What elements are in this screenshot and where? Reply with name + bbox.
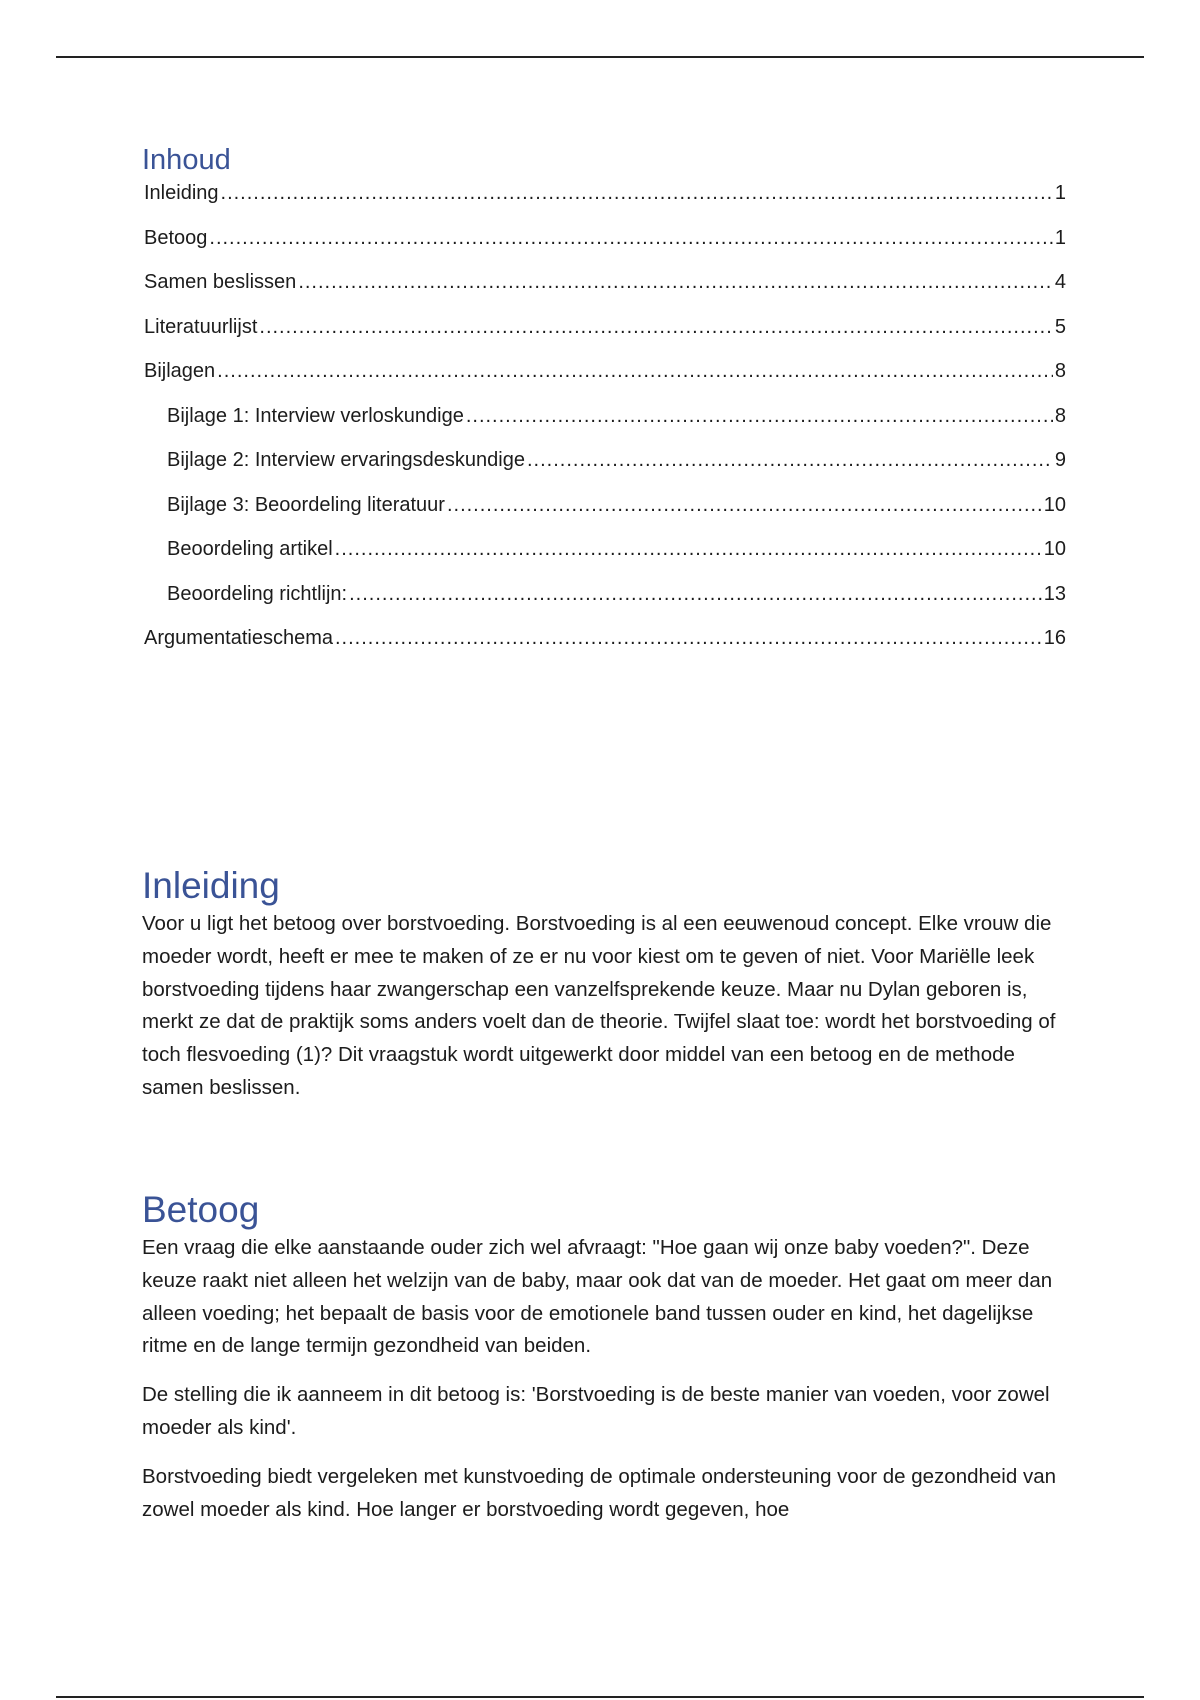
header-rule xyxy=(56,56,1144,58)
toc-dot-leader xyxy=(335,538,1042,561)
toc-page-number: 4 xyxy=(1054,271,1066,293)
toc-page-number: 5 xyxy=(1054,315,1066,338)
toc-dot-leader xyxy=(217,360,1053,383)
toc-entry-beoordeling-richtlijn[interactable] xyxy=(144,583,1066,628)
toc-entry-label: Bijlage 1: Interview verloskundige xyxy=(167,404,464,427)
toc-entry-samen-beslissen[interactable] xyxy=(144,271,1066,316)
toc-entry-argumentatieschema[interactable] xyxy=(144,627,1066,672)
toc-entry-beoordeling-artikel[interactable] xyxy=(144,538,1066,583)
toc-dot-leader xyxy=(527,449,1053,472)
toc-entry-literatuurlijst[interactable] xyxy=(144,316,1066,361)
body-paragraph: Borstvoeding biedt vergeleken met kunstvoeding de optimale ondersteuning voor de gezondheid van zowel moeder als kind. Hoe langer er borstvoeding wordt gegeven, hoe xyxy=(142,1464,1057,1521)
toc-entry-label: Bijlagen xyxy=(144,360,216,382)
toc-entry-label: Beoordeling richtlijn: xyxy=(167,582,348,605)
toc-page-number: 10 xyxy=(1043,493,1066,516)
toc-entry-label: Inleiding xyxy=(144,182,219,204)
toc-entry-label: Beoordeling artikel xyxy=(167,538,333,560)
section-inleiding xyxy=(142,864,1062,1121)
section-betoog xyxy=(142,1188,1062,1542)
toc-entry-inleiding[interactable] xyxy=(144,182,1066,227)
toc-page-number: 1 xyxy=(1054,226,1066,249)
toc-dot-leader xyxy=(298,271,1053,294)
toc-list xyxy=(144,182,1066,672)
footer-rule xyxy=(56,1696,1144,1698)
toc-entry-bijlage-1[interactable] xyxy=(144,405,1066,450)
toc-page-number: 13 xyxy=(1043,582,1066,605)
toc-dot-leader xyxy=(447,494,1042,517)
toc-page-number: 8 xyxy=(1054,360,1066,382)
toc-dot-leader xyxy=(259,316,1052,339)
toc-dot-leader xyxy=(209,227,1052,250)
toc-entry-bijlagen[interactable] xyxy=(144,360,1066,405)
toc-dot-leader xyxy=(466,405,1053,428)
toc-entry-label: Literatuurlijst xyxy=(144,315,258,338)
toc-entry-label: Betoog xyxy=(144,226,208,249)
toc-entry-label: Samen beslissen xyxy=(144,271,297,293)
toc-title: Inhoud xyxy=(142,144,231,176)
toc-page-number: 16 xyxy=(1043,627,1066,649)
table-of-contents xyxy=(142,140,1066,672)
toc-dot-leader xyxy=(221,182,1053,205)
body-paragraph: Voor u ligt het betoog over borstvoeding. Borstvoeding is al een eeuwenoud concept. Elke vrouw die moeder wordt, heeft er mee te maken of ze er nu voor kiest om te geven of niet. Voor Mariëlle leek borstvoeding tijdens haar zwangerschap een vanzelfsprekende keuze. Maar nu Dylan geboren is, merkt ze dat de praktijk soms anders voelt dan de theorie. Twijfel slaat toe: wordt het borstvoeding of toch flesvoeding (1)? Dit vraagstuk wordt uitgewerkt door middel van een betoog en de methode samen beslissen. xyxy=(142,912,1056,1099)
toc-entry-bijlage-3[interactable] xyxy=(144,494,1066,539)
thesis-paragraph: De stelling die ik aanneem in dit betoog is: 'Borstvoeding is de beste manier van voeden, voor zowel moeder als kind'. xyxy=(142,1383,1050,1439)
toc-entry-bijlage-2[interactable] xyxy=(144,449,1066,494)
toc-dot-leader xyxy=(335,627,1042,650)
toc-entry-label: Bijlage 3: Beoordeling literatuur xyxy=(167,493,445,516)
section-heading-inleiding: Inleiding xyxy=(142,865,280,906)
toc-page-number: 1 xyxy=(1054,182,1066,204)
body-paragraph: Een vraag die elke aanstaande ouder zich wel afvraagt: "Hoe gaan wij onze baby voeden?". Deze keuze raakt niet alleen het welzijn van de baby, maar ook dat van de moeder. Het gaat om meer dan alleen voeding; het bepaalt de basis voor de emotionele band tussen ouder en kind, het dagelijkse ritme en de lange termijn gezondheid van beiden. xyxy=(142,1236,1053,1358)
toc-entry-label: Bijlage 2: Interview ervaringsdeskundige xyxy=(167,449,525,471)
toc-entry-label: Argumentatieschema xyxy=(144,627,333,649)
section-heading-betoog: Betoog xyxy=(142,1189,260,1230)
toc-page-number: 9 xyxy=(1054,449,1066,471)
toc-dot-leader xyxy=(349,583,1042,606)
toc-page-number: 10 xyxy=(1043,538,1066,560)
toc-entry-betoog[interactable] xyxy=(144,227,1066,272)
toc-page-number: 8 xyxy=(1054,404,1066,427)
